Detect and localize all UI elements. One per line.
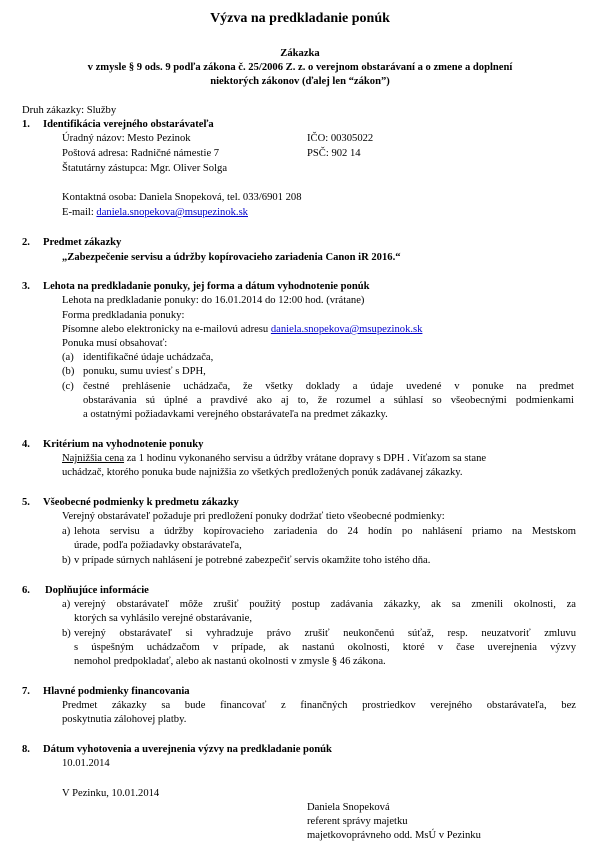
section-2-number: 2. bbox=[22, 237, 30, 248]
lowest-price-label: Najnižšia cena bbox=[62, 453, 125, 464]
section-4-number: 4. bbox=[22, 439, 30, 450]
document-subtitle: Zákazka bbox=[280, 48, 320, 59]
info-a-line-1: verejný obstarávateľ môže zrušiť použitý postup zadávania zákazky, ak sa zmenili okolnosti, za bbox=[74, 599, 576, 610]
place-and-date: V Pezinku, 10.01.2014 bbox=[62, 788, 160, 799]
section-4-heading: Kritérium na vyhodnotenie ponuky bbox=[43, 439, 204, 450]
offer-item-c-label: (c) bbox=[62, 381, 74, 392]
submission-method-text: Písomne alebo elektronicky na e-mailovú adresu bbox=[62, 324, 271, 335]
section-6-heading: Doplňujúce informácie bbox=[45, 585, 149, 596]
official-name: Úradný názov: Mesto Pezinok bbox=[62, 133, 191, 144]
email-label: E-mail: bbox=[62, 207, 97, 218]
email-line bbox=[62, 206, 248, 219]
financing-line-1: Predmet zákazky sa bude financovať z finančných prostriedkov verejného obstarávateľa, bez bbox=[62, 700, 576, 711]
signatory-role-2: majetkovoprávneho odd. MsÚ v Pezinku bbox=[307, 830, 481, 841]
submission-method bbox=[62, 323, 422, 336]
offer-item-c-line-1: čestné prehlásenie uchádzača, že všetky doklady a údaje uvedené v ponuke na predmet bbox=[83, 381, 574, 392]
submission-form-label: Forma predkladania ponuky: bbox=[62, 310, 185, 321]
submission-deadline: Lehota na predkladanie ponuky: do 16.01.2014 do 12:00 hod. (vrátane) bbox=[62, 295, 365, 306]
evaluation-criterion-text: za 1 hodinu vykonaného servisu a údržby vrátane dopravy s DPH . Víťazom sa stane bbox=[124, 453, 487, 464]
section-6-number: 6. bbox=[22, 585, 30, 596]
info-b-line-2: s úspešným uchádzačom v prípade, ak nastanú okolnosti, ktoré v čase uverejnenia výzvy bbox=[74, 642, 576, 653]
offer-item-c-line-3: a ostatnými požiadavkami verejného obstarávateľa na predmet zákazky. bbox=[83, 409, 388, 420]
condition-b-text: v prípade súrnych nahlásení je potrebné zabezpečiť servis okamžite toho istého dňa. bbox=[74, 555, 431, 566]
offer-item-a-label: (a) bbox=[62, 352, 74, 363]
section-7-number: 7. bbox=[22, 686, 30, 697]
section-1-heading: Identifikácia verejného obstarávateľa bbox=[43, 119, 214, 130]
legal-basis-line-1: v zmysle § 9 ods. 9 podľa zákona č. 25/2006 Z. z. o verejnom obstarávaní a o zmene a doplnení bbox=[87, 62, 513, 73]
info-a-line-2: ktorých sa vyhlásilo verejné obstarávanie, bbox=[74, 613, 252, 624]
contract-subject: „Zabezpečenie servisu a údržby kopírovacieho zariadenia Canon iR 2016.“ bbox=[62, 252, 401, 263]
info-b-line-3: nemohol predpokladať, alebo ak nastanú okolnosti v zmysle § 46 zákona. bbox=[74, 656, 386, 667]
postal-code: PSČ: 902 14 bbox=[307, 148, 361, 159]
legal-basis-line-2: niektorých zákonov (ďalej len “zákon”) bbox=[210, 76, 390, 87]
offer-item-b-text: ponuku, sumu uviesť s DPH, bbox=[83, 366, 206, 377]
financing-line-2: poskytnutia zálohovej platby. bbox=[62, 714, 187, 725]
postal-address: Poštová adresa: Radničné námestie 7 bbox=[62, 148, 220, 159]
general-conditions-intro: Verejný obstarávateľ požaduje pri predložení ponuky dodržať tieto všeobecné podmienky: bbox=[62, 511, 445, 522]
email-link[interactable]: daniela.snopekova@msupezinok.sk bbox=[96, 207, 248, 218]
section-5-number: 5. bbox=[22, 497, 30, 508]
contact-person: Kontaktná osoba: Daniela Snopeková, tel. 033/6901 208 bbox=[62, 192, 302, 203]
signatory-role-1: referent správy majetku bbox=[307, 816, 408, 827]
section-1-number: 1. bbox=[22, 119, 30, 130]
condition-b-label: b) bbox=[62, 555, 71, 566]
condition-a-line-2: úrade, podľa požiadavky obstarávateľa, bbox=[74, 540, 242, 551]
section-3-heading: Lehota na predkladanie ponuky, jej forma a dátum vyhodnotenie ponúk bbox=[43, 281, 370, 292]
info-b-label: b) bbox=[62, 628, 71, 639]
section-2-heading: Predmet zákazky bbox=[43, 237, 122, 248]
statutory-representative: Štatutárny zástupca: Mgr. Oliver Solga bbox=[62, 163, 228, 174]
signatory-name: Daniela Snopeková bbox=[307, 802, 390, 813]
info-a-label: a) bbox=[62, 599, 71, 610]
offer-item-c-line-2: obstarávania sú úplné a pravdivé ako aj to, že rozumel a súhlasí so všeobecnými podmienkami bbox=[83, 395, 574, 406]
offer-contents-label: Ponuka musí obsahovať: bbox=[62, 338, 168, 349]
evaluation-criterion-line-2: uchádzač, ktorého ponuka bude najnižšia zo všetkých predložených ponúk zadávanej zákazky. bbox=[62, 467, 463, 478]
offer-item-b-label: (b) bbox=[62, 366, 75, 377]
document-title: Výzva na predkladanie ponúk bbox=[210, 11, 390, 26]
section-3-number: 3. bbox=[22, 281, 30, 292]
condition-a-label: a) bbox=[62, 526, 71, 537]
section-7-heading: Hlavné podmienky financovania bbox=[43, 686, 190, 697]
section-8-number: 8. bbox=[22, 744, 30, 755]
condition-a-line-1: lehota servisu a údržby kopírovacieho zariadenia do 24 hodín po nahlásení priamo na Mestskom bbox=[74, 526, 576, 537]
info-b-line-1: verejný obstarávateľ si vyhradzuje právo zrušiť neukončenú súťaž, resp. neuzatvoriť zmluvu bbox=[74, 628, 576, 639]
publication-date: 10.01.2014 bbox=[62, 758, 110, 769]
section-5-heading: Všeobecné podmienky k predmetu zákazky bbox=[43, 497, 239, 508]
section-8-heading: Dátum vyhotovenia a uverejnenia výzvy na predkladanie ponúk bbox=[43, 744, 332, 755]
submission-email-link[interactable]: daniela.snopekova@msupezinok.sk bbox=[270, 324, 423, 335]
contract-type: Druh zákazky: Služby bbox=[22, 105, 117, 116]
ico: IČO: 00305022 bbox=[307, 133, 374, 144]
evaluation-criterion-line-1 bbox=[62, 452, 486, 465]
offer-item-a-text: identifikačné údaje uchádzača, bbox=[83, 352, 214, 363]
